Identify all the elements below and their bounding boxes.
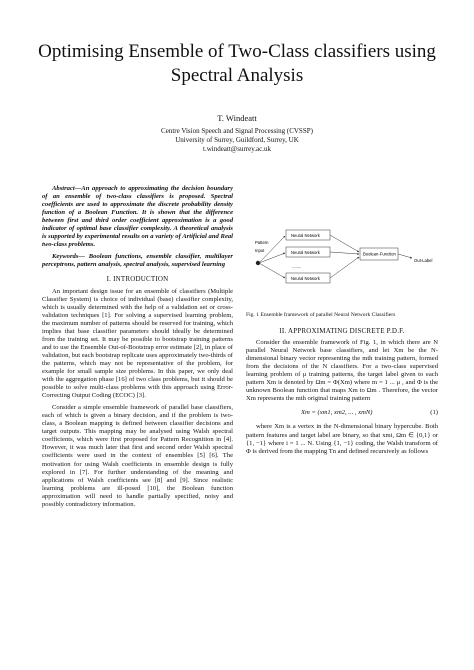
right-column [246,172,438,456]
arrow [330,257,359,278]
section-heading-introduction: I. INTRODUCTION [106,275,169,284]
author-email: t.windeatt@surrey.ac.uk [203,145,271,153]
arrow [259,263,285,278]
ensemble-figure [246,172,438,310]
ensemble-diagram [246,172,438,310]
author-affiliation [20,127,454,154]
neural-network-label: Neural Network [291,233,320,238]
neural-network-label: Neural Network [291,276,320,281]
boolean-function-label: Boolean-Function [363,251,396,257]
arrow [259,253,285,263]
affiliation-line: Centre Vision Speech and Signal Processing (CVSSP) [161,127,313,135]
paper-title: Optimising Ensemble of Two-Class classifiers using Spectral Analysis [38,41,436,86]
output-label: Out-Label [414,258,433,263]
keywords: Keywords— Boolean functions, ensemble classifier, multilayer perceptrons, pattern analysis, spectral analysis, supervised learning [42,253,233,269]
section-paragraph: where Xm is a vertex in the N-dimensional binary hypercube. Both pattern features and target label are binary, so that xmi, Ωm ∈ {0,1} or {1, −1} where i = 1 ... N. Using {1, −1} coding, the Walsh transform of Φ is derived from the mapping Tn and defined recursively as follows [246,423,438,455]
author-name: T. Windeatt [217,113,257,123]
equation-body: Xm = (xm1, xm2, ... , xmN) [301,409,373,417]
input-label: Pattern [255,240,269,245]
dots-label: ........ [292,264,302,269]
arrow [330,252,359,254]
arrow [330,235,359,252]
equation-1 [246,409,438,417]
section-paragraph: Consider the ensemble framework of Fig. 1, in which there are N parallel Neural Network base classifiers, and let Xm be the N-dimensional binary vector representing the mth training pattern, formed from the decisions of the N classifiers. For a two-class supervised learning problem of μ training patterns, the target label given to each pattern Xm is denoted by Ωm = Φ(Xm) where m = 1 ... μ , and Φ is the unknown Boolean function that maps Xm to Ωm . Therefore, the vector Xm represents the mth original training pattern [246,339,438,403]
section-heading-approximating: II. APPROXIMATING DISCRETE P.D.F. [279,327,405,335]
left-column [42,185,233,509]
introduction-paragraph: Consider a simple ensemble framework of parallel base classifiers, each of which is given a binary decision, and if the problem is two-class, a Boolean mapping is defined between classifier decisions and target outputs. This mapping may be analysed using Walsh spectral coefficients, which were first proposed for Pattern Recognition in [4]. However, it was much later that first and second order Walsh spectral coefficients were used in the context of ensembles [5] [6]. The motivation for using Walsh coefficients in ensemble design is fully explored in [7]. For further understanding of the meaning and applications of Walsh coefficients see [8] and [9]. Since realistic learning problems are ill-posed [10], the Boolean function approximation will need to handle partially specified, noisy and possibly contradictory information. [42,404,233,508]
arrow [398,254,412,258]
affiliation-line: University of Surrey, Guildford, Surrey, UK [175,136,299,144]
neural-network-label: Neural Network [291,250,320,255]
introduction-paragraph: An important design issue for an ensemble of classifiers (Multiple Classifier System) is choice of individual (base) classifier complexity, which is usually determined with the help of a validation set or cross-validation techniques [1]. For solving a supervised learning problem, the maximum number of patterns should be reserved for training, which implies that base classifier parameters should ideally be determined from the training set. It may be possible to bootstrap training patterns and to use the Ensemble Out-of-Bootstrap error estimate [2], in place of validation, but each bootstrap replicate uses approximately two-thirds of the patterns, which may not be representative of the problem, for example for small sample size problems. In this paper, we only deal with the aggregation phase [16] of two class problems, but it should be possible to solve multi-class problems with this approach using Error-Correcting Output Coding (ECOC) [3]. [42,287,233,400]
abstract: Abstract—An approach to approximating the decision boundary of an ensemble of two-class classifiers is proposed. Spectral coefficients are used to approximate the discrete probability density function of a Boolean Function. It is shown that the difference between first and third order coefficient approximation is a good indicator of optimal base classifier complexity. A theoretical analysis is supported by experimental results on a variety of Artificial and Real two-class problems. [42,185,233,249]
input-label-2: Input [255,248,265,253]
equation-number: (1) [430,409,438,417]
figure-caption: Fig. 1 Ensemble framework of parallel Neural Network Classifiers [246,312,396,318]
